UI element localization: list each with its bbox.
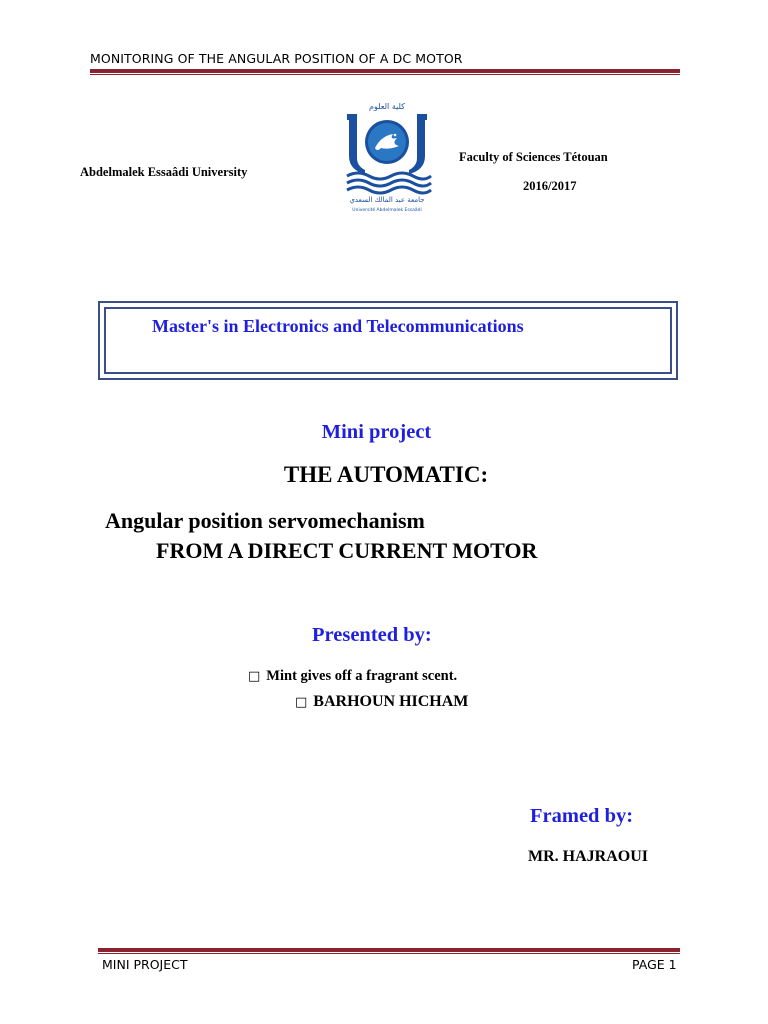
university-logo bbox=[341, 100, 433, 215]
project-heading: THE AUTOMATIC: bbox=[283, 462, 489, 487]
project-type: Mini project bbox=[321, 421, 432, 443]
author-item bbox=[295, 693, 468, 711]
running-header: MONITORING OF THE ANGULAR POSITION OF A DC MOTOR bbox=[90, 51, 463, 66]
faculty-name: Faculty of Sciences Tétouan bbox=[459, 150, 608, 164]
academic-year: 2016/2017 bbox=[523, 179, 577, 193]
footer-rule-thick bbox=[98, 948, 680, 952]
checkbox-bullet-icon: □ bbox=[248, 669, 261, 684]
program-frame bbox=[98, 301, 678, 380]
program-title: Master's in Electronics and Telecommunications bbox=[152, 316, 524, 336]
project-subtitle-line1: Angular position servomechanism bbox=[105, 508, 425, 533]
author-item bbox=[248, 668, 457, 685]
university-logo-icon bbox=[341, 100, 433, 215]
project-subtitle-line2: FROM A DIRECT CURRENT MOTOR bbox=[156, 538, 538, 563]
page-number: PAGE 1 bbox=[632, 957, 677, 972]
author-name: BARHOUN HICHAM bbox=[313, 693, 469, 710]
svg-text:جامعة عبد المالك السعدي: جامعة عبد المالك السعدي bbox=[349, 196, 425, 204]
university-name: Abdelmalek Essaâdi University bbox=[80, 165, 248, 179]
footer-title: MINI PROJECT bbox=[102, 957, 188, 972]
svg-text:كلية العلوم: كلية العلوم bbox=[369, 102, 405, 111]
framed-by-label: Framed by: bbox=[530, 805, 634, 827]
header-rule-thin bbox=[90, 74, 680, 75]
checkbox-bullet-icon: □ bbox=[295, 695, 308, 710]
supervisor-name: MR. HAJRAOUI bbox=[528, 848, 648, 865]
footer-rule-thin bbox=[98, 953, 680, 954]
header-rule-thick bbox=[90, 69, 680, 73]
author-name: Mint gives off a fragrant scent. bbox=[266, 668, 458, 684]
svg-text:Université Abdelmalek Essaâdi: Université Abdelmalek Essaâdi bbox=[352, 208, 422, 213]
presented-by-label: Presented by: bbox=[312, 624, 432, 646]
